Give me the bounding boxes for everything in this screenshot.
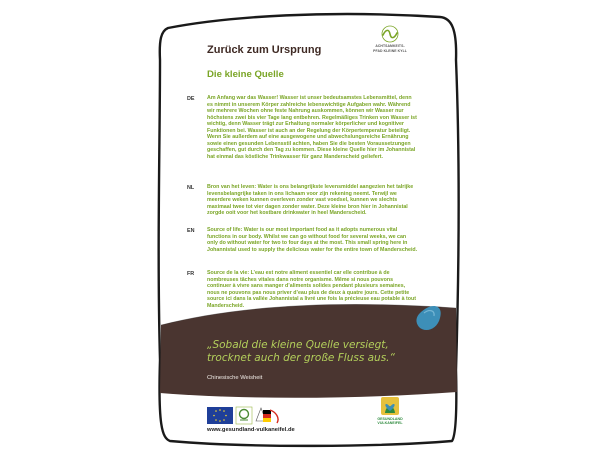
lang-label-fr: FR (187, 271, 195, 277)
badge-text-line1: ACHTSAMKEITS- (375, 44, 405, 48)
lang-label-de: DE (187, 96, 195, 102)
text-nl: Bron van het leven: Water is ons belangrijkste levensmiddel aangezien het talrijke levensbelangrijke taken in ons lichaam voor zijn rekening neemt. Terwijl we meerdere weken kunnen overleven zonder vast voedsel, kunnen we slechts maximaal twee tot vier dagen zonder water. Deze kleine bron hier in Johannistal zorgde ooit voor het kostbare drinkwater in heel Manderscheid. (207, 184, 414, 217)
quote-source: Chinesische Weisheit (207, 375, 263, 381)
lang-label-en: EN (187, 228, 195, 234)
text-en: Source of life: Water is our most important food as it adopts numerous vital functions in our body. Whilst we can go without food for several weeks, we can only do without water for two to four days at the most. This small spring here in Johannistal used to supply the delicious water for the entire town of Manderscheid. (207, 227, 418, 253)
gesundland-badge (370, 396, 410, 425)
mindfulness-path-badge (371, 24, 409, 53)
website-url: www.gesundland-vulkaneifel.de (207, 427, 295, 433)
text-de: Am Anfang war das Wasser! Wasser ist unser bedeutsamstes Lebensmittel, denn es nimmt in unserem Körper zahlreiche lebenswichtige Aufgaben wahr. Während wir mehrere Wochen ohne feste Nahrung auskommen, können wir Wasser nur höchstens zwei bis vier Tage lang entbehren. Regelmäßiges Trinken von Wasser ist wichtig, denn Wasser trägt zur Erhaltung normaler körperlicher und kognitiver Funktionen bei. Wasser ist auch an der Regelung der Körpertemperatur beteiligt. Wenn Sie außerdem auf eine ausgewogene und abwechslungsreiche Ernährung sowie einen gesunden Lebensstil achten, haben Sie die besten Voraussetzungen geschaffen, gut durch den Tag zu kommen. Diese kleine Quelle hier im Johannistal hat einmal das köstliche Trinkwasser für ganz Manderscheid geliefert. (207, 95, 417, 160)
badge-text-line2: PFAD KLEINE KYLL (373, 49, 407, 53)
quote-text: „Sobald die kleine Quelle versiegt, trocknet auch der große Fluss aus.“ (207, 339, 395, 364)
lang-label-nl: NL (187, 185, 195, 191)
gesundland-sub: VULKANEIFEL (377, 421, 403, 425)
text-fr: Source de la vie: L’eau est notre aliment essentiel car elle contribue à de nombreuses tâches vitales dans notre organisme. Même si nous pouvons continuer à vivre sans manger d’aliments solides pendant plusieurs semaines, nous ne pouvons pas nous priver d’eau plus de deux à quatre jours. Cette petite source ici dans la vallée Johannistal a livré une fois la précieuse eau potable à tout Manderscheid. (207, 270, 417, 309)
gesundland-name: GESUNDLAND (377, 417, 403, 421)
eu-flag-icon (207, 407, 233, 424)
page-title: Zurück zum Ursprung (207, 44, 322, 56)
leader-logo-icon (236, 407, 252, 424)
page-subtitle: Die kleine Quelle (207, 69, 284, 80)
